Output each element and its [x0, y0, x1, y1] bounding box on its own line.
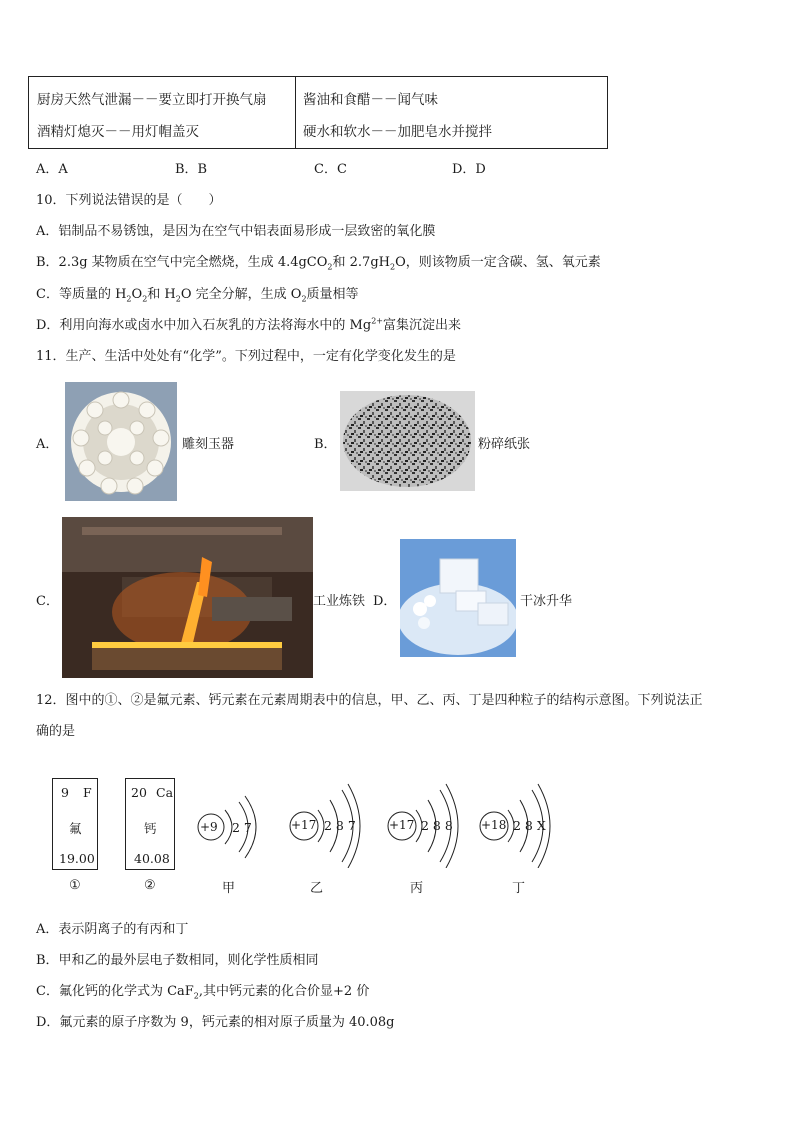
q11-text-a: 雕刻玉器	[182, 437, 235, 452]
electron-shells: 2 8 7	[324, 818, 356, 833]
atomic-mass: 40.08	[134, 851, 170, 866]
q10-stem: 10．下列说法错误的是（ ）	[36, 193, 222, 208]
q12-option-a: A．表示阴离子的有丙和丁	[36, 922, 189, 937]
q12-option-b: B．甲和乙的最外层电子数相同，则化学性质相同	[36, 953, 319, 968]
atomic-number: 20	[131, 785, 147, 800]
card-label: ②	[144, 878, 156, 893]
element-name: 钙	[144, 821, 157, 836]
electron-shells: 2 8 X	[513, 818, 546, 833]
table-cell: 厨房天然气泄漏－－要立即打开换气扇	[37, 92, 267, 108]
q9-option-b: B．B	[175, 162, 208, 177]
jade-carving-image	[65, 382, 177, 501]
q11-label-b: B．	[314, 437, 337, 452]
calcium-card	[125, 778, 175, 870]
q10-option-b: B．2.3g 某物质在空气中完全燃烧，生成 4.4gCO$_2$和 $2.7gH_2O$，则该物质一定含碳、氢、氧元素	[36, 255, 601, 272]
table-cell: 酒精灯熄灭－－用灯帽盖灭	[37, 124, 199, 140]
q12-option-d: D．氟元素的原子序数为 9，钙元素的相对原子质量为 40.08g	[36, 1015, 395, 1030]
q11-text-d: 干冰升华	[520, 594, 573, 609]
dry-ice-image	[400, 539, 516, 657]
electron-shells: 2 7	[232, 820, 252, 835]
q11-stem: 11．生产、生活中处处有“化学”。下列过程中，一定有化学变化发生的是	[36, 349, 456, 364]
fluorine-card	[52, 778, 98, 870]
table-divider	[295, 77, 296, 148]
element-symbol: Ca	[156, 785, 174, 800]
card-label: ①	[69, 878, 81, 893]
q12-option-c: C．氟化钙的化学式为 CaF$_2$,其中钙元素的化合价显+2 价	[36, 984, 370, 1001]
q10-option-d: D．利用向海水或卤水中加入石灰乳的方法将海水中的 $Mg^{2+}$富集沉淀出来	[36, 316, 462, 333]
q12-stem-line2: 确的是	[36, 724, 76, 739]
electron-shells: 2 8 8	[421, 818, 453, 833]
atomic-number: 9	[61, 785, 69, 800]
element-name: 氟	[69, 821, 82, 836]
particle-label: 丙	[410, 881, 424, 896]
table-cell: 酱油和食醋－－闻气味	[303, 92, 438, 108]
q11-label-c: C．	[36, 594, 59, 609]
q11-text-c: 工业炼铁	[313, 594, 366, 609]
q11-label-d: D．	[373, 594, 397, 609]
nucleus-charge: +17	[291, 818, 317, 832]
nucleus-charge: +18	[481, 818, 507, 832]
nucleus-charge: +17	[389, 818, 415, 832]
nucleus-charge: +9	[200, 820, 218, 834]
q11-label-a: A．	[36, 437, 59, 452]
q9-option-c: C．C	[314, 162, 347, 177]
q10-option-c: C．等质量的 $H_2O_2$和 $H_2O$ 完全分解，生成 $O_2$质量相等	[36, 287, 359, 304]
element-symbol: F	[83, 785, 92, 800]
iron-smelting-image	[62, 517, 313, 678]
q9-option-d: D．D	[452, 162, 486, 177]
atomic-mass: 19.00	[59, 851, 95, 866]
q12-stem-line1: 12．图中的①、②是氟元素、钙元素在元素周期表中的信息，甲、乙、丙、丁是四种粒子的结构示意图。下列说法正	[36, 693, 703, 708]
q10-option-a: A．铝制品不易锈蚀，是因为在空气中铝表面易形成一层致密的氧化膜	[36, 224, 436, 239]
q9-option-a: A．A	[36, 162, 68, 177]
q11-text-b: 粉碎纸张	[478, 437, 531, 452]
particle-label: 乙	[310, 881, 324, 896]
shredded-paper-image	[340, 391, 475, 491]
table-cell: 硬水和软水－－加肥皂水并搅拌	[303, 124, 492, 140]
particle-label: 甲	[222, 881, 236, 896]
particle-label: 丁	[512, 881, 526, 896]
options-table	[28, 76, 608, 149]
